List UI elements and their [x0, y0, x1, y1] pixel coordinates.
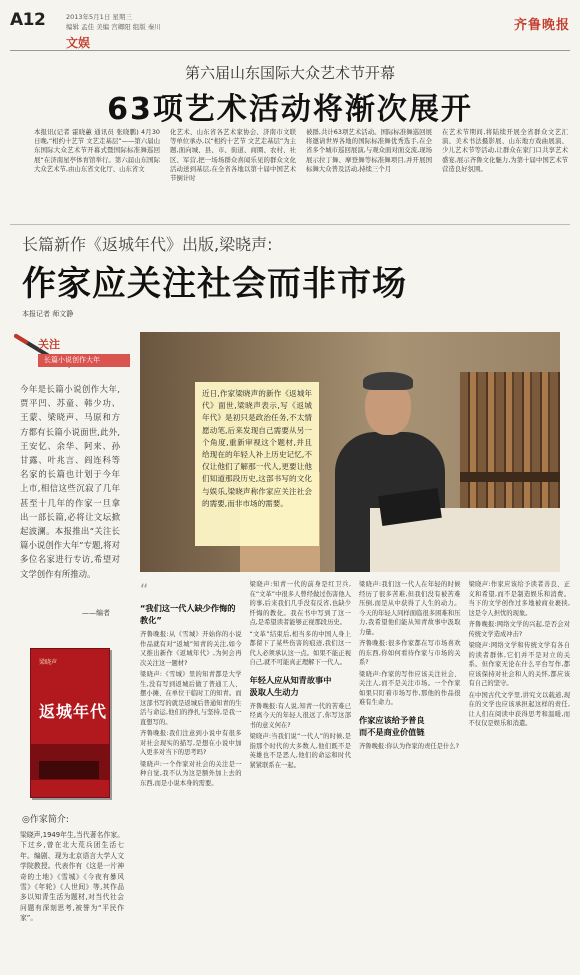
subheading-line: 年轻人应从知青故事中: [249, 674, 332, 685]
photo-caption-box: [195, 382, 319, 546]
author-photo: [140, 332, 560, 572]
interview-answer: 梁晓声:《雪城》里的知青都是大学生,没有写到返城后做了普通工人、摆小摊、在单位干临时工的知青。而这部书写的就是返城后普通知青的生活与命运,他们的挣扎与坚持,是我一直想写的。: [140, 671, 242, 726]
author-profile-text: 梁晓声,1949年生,当代著名作家。下过乡,曾在北大荒兵团生活七年。编剧、现为北京语言大学人文学院教授。代表作有《这是一片神奇的土地》《雪城》《今夜有暴风雪》《年轮》《人世间》等,其作品多以知青生活为题材,对当代社会问题有深刻思考,被誉为“平民作家”。: [20, 831, 124, 923]
article-divider: [10, 224, 570, 225]
subheading-line: 汲取人生动力: [249, 686, 299, 697]
date-line: 2013年5月1日 星期三: [66, 13, 132, 21]
subheading-line: 作家应该给予普良: [359, 714, 425, 725]
article1-column: 化艺术、山东省各艺术家协会、济南市文联等单位承办,以“相约十艺节 文艺走基层”为主题,面向城、县、市、街道、商圈、农村、社区、军营,把一场场群众喜闻乐见的群众文化活动送到基层,在全省各地以第十届中国艺术节倒计时: [170, 128, 296, 183]
masthead: [10, 6, 570, 54]
interview-column: [250, 580, 352, 970]
focus-heading: 关注: [38, 338, 60, 351]
interview-question: 齐鲁晚报:很多作家都在写市场喜欢的东西,你如何看待作家与市场的关系?: [359, 640, 461, 666]
focus-subheading: 长篇小说创作大年: [38, 354, 130, 367]
page-number: A12: [10, 10, 46, 30]
editor-signature: ——编者: [82, 609, 110, 617]
interview-answer: 梁晓声:知青一代的前身是红卫兵,在“文革”中很多人曾经做过伤害他人的事,后来我们几乎没有反省,也缺少忏悔的教化。我在书中写到了这一点,是希望读者能够正视那段历史。: [249, 581, 351, 626]
masthead-divider: [10, 50, 570, 51]
article1-headline: 63项艺术活动将渐次展开: [107, 92, 473, 127]
article2-kicker: 长篇新作《返城年代》出版,梁晓声:: [22, 235, 273, 254]
interview-answer: 在中国古代文学里,讲究文以载道,现在的文学也应该承担起这样的责任,让人们在阅读中获得思考和温暖,而不仅仅是娱乐和消遣。: [468, 691, 570, 727]
book-cover-image: [30, 648, 110, 798]
photo-caption: 近日,作家梁晓声的新作《返城年代》面世,梁晓声表示,写《返城年代》是初只是政治任务,不太情愿动笔,后来发现自己需要从另一个角度,重新审视这个题材,并且给现在的年轻人补上历史记忆,不仅让他们了解那一代人,更要让他们知道那段历史,这部书写的文化与娱乐,梁晓声称作家应关注社会的需要,而非市场的需要。: [202, 389, 312, 508]
article1-column: 本报讯(记者 霍晓蕙 通讯员 张晓鹏) 4月30日晚,“相约十艺节 文艺走基层”——第六届山东国际大众艺术节开幕式暨国际标准舞巡回展“在济南星亭体育馆举行。第六届山东国际大众艺术节,由山东省文化厅、山东省文: [34, 128, 160, 173]
book-title: 返城年代: [39, 702, 108, 721]
author-profile-heading: ◎作家简介:: [22, 815, 69, 825]
article2-headline: 作家应关注社会而非市场: [22, 264, 407, 304]
interview-column: [140, 580, 242, 970]
interview-question: 齐鲁晚报:有人说,知青一代的苦难已经离今天的年轻人很远了,你写这部书的意义何在?: [249, 702, 351, 729]
interview-answer: 梁晓声:当我们说“一代人”的时候,是指那个时代的大多数人,他们既不是英雄也不是恶人,他们的命运和时代紧紧联系在一起。: [249, 733, 351, 769]
section-tag: 文娱: [66, 36, 91, 50]
book-author: 梁晓声: [39, 659, 58, 666]
interview-answer: 梁晓声:作家应该给予读者善良、正义和希望,而不是制造娱乐和消费。当下的文学创作过多地被商业裹挟,这是令人担忧的现象。: [468, 581, 570, 617]
article2-byline: 本报记者 师文静: [22, 310, 74, 318]
interview-answer: “文革”结束后,相当多的中国人身上都留下了某些伤害的痕迹,我们这一代人必须承认这一点。如果不能正视自己,就不可能真正理解下一代人。: [249, 630, 351, 666]
newspaper-logo: 齐鲁晚报: [513, 18, 570, 33]
subheading-line: 而不是商业价值链: [359, 726, 425, 737]
article1-kicker: 第六届山东国际大众艺术节开幕: [184, 64, 395, 82]
interview-question: 齐鲁晚报:你认为作家的责任是什么?: [359, 742, 459, 750]
interview-answer: 梁晓声:网络文学和传统文学有各自的读者群体,它们并不是对立的关系。但作家无论在什么平台写作,都应该保持对社会和人的关怀,都应该有自己的坚守。: [468, 642, 570, 687]
book-cover-figures: [39, 761, 99, 779]
article1-column: 在艺术节期间,将陆续开展全省群众文艺汇演、美术书法摄影展、山东地方戏曲展演、少儿艺术节等活动,让群众在家门口共享艺术盛宴,展示齐鲁文化魅力,为第十届中国艺术节营造良好氛围。: [442, 128, 568, 173]
article1-body: [34, 128, 568, 218]
interview-answer: 梁晓声:作家的写作应该关注社会、关注人,而不是关注市场。一个作家如果只盯着市场写作,那他的作品很难有生命力。: [359, 670, 461, 706]
article1-column: 被群,共计63项艺术活动。国际标准舞巡回展将邀请世界各地的国际标准舞优秀选手,在全省多个城市巡回展演,与观众面对面交流,现场展示拉丁舞、摩登舞等标准舞项目,并开展国标舞大众普及活动,持续三个月: [306, 128, 432, 173]
interview-question: 齐鲁晚报:网络文学的兴起,是否会对传统文学造成冲击?: [468, 621, 570, 638]
focus-sidebar: [12, 330, 127, 970]
masthead-meta: [66, 12, 161, 32]
interview-column: [359, 580, 461, 970]
interview-question: 齐鲁晚报:从《雪城》开始你的小说作品就有对“返城”知青的关注,如今又推出新作《返城年代》,为何会再次关注这一题材?: [140, 631, 242, 667]
interview-question: 齐鲁晚报:我们注意到小说中有很多对社会现实的描写,是想在小说中加入更多对当下的思考吗?: [140, 730, 242, 756]
interview-subheading: [359, 714, 461, 738]
editors-line: 编辑 孟佳 美编 宫卿阳 组版 秦川: [66, 23, 161, 31]
interview-answer: 梁晓声:我们这一代人在年轻的时候经历了很多苦难,但我们没有被苦难压倒,而是从中获得了人生的动力。今天的年轻人同样面临很多困难和压力,我希望他们能从知青故事中汲取力量。: [359, 581, 461, 636]
interview-answer: 梁晓声:一个作家对社会的关注是一种自觉,我不认为这是额外加上去的东西,而是小说本身的需要。: [140, 760, 242, 787]
interview-body: [140, 580, 570, 970]
quote-mark-icon: “: [140, 580, 149, 599]
interview-subheading: “我们这一代人缺少作悔的教化”: [140, 603, 236, 625]
photo-shelf-board: [460, 472, 560, 482]
focus-text: 今年是长篇小说创作大年,贾平凹、苏童、韩少功、王蒙、梁晓声、马原和方方都有长篇小说面世,此外,王安忆、余华、阿来、孙甘露、叶兆言、阎连科等名家的长篇也计划于今年上市,相信这些沉寂了几年甚至十几年的作家一旦拿出一部长篇,必将让文坛掀起波澜。本报推出“关注长篇小说创作大年”专题,将对多位名家进行专访,希望对文学创作有所推动。: [20, 384, 120, 579]
interview-column: [469, 580, 571, 970]
photo-person-hair: [363, 372, 413, 390]
interview-subheading: [250, 674, 352, 698]
